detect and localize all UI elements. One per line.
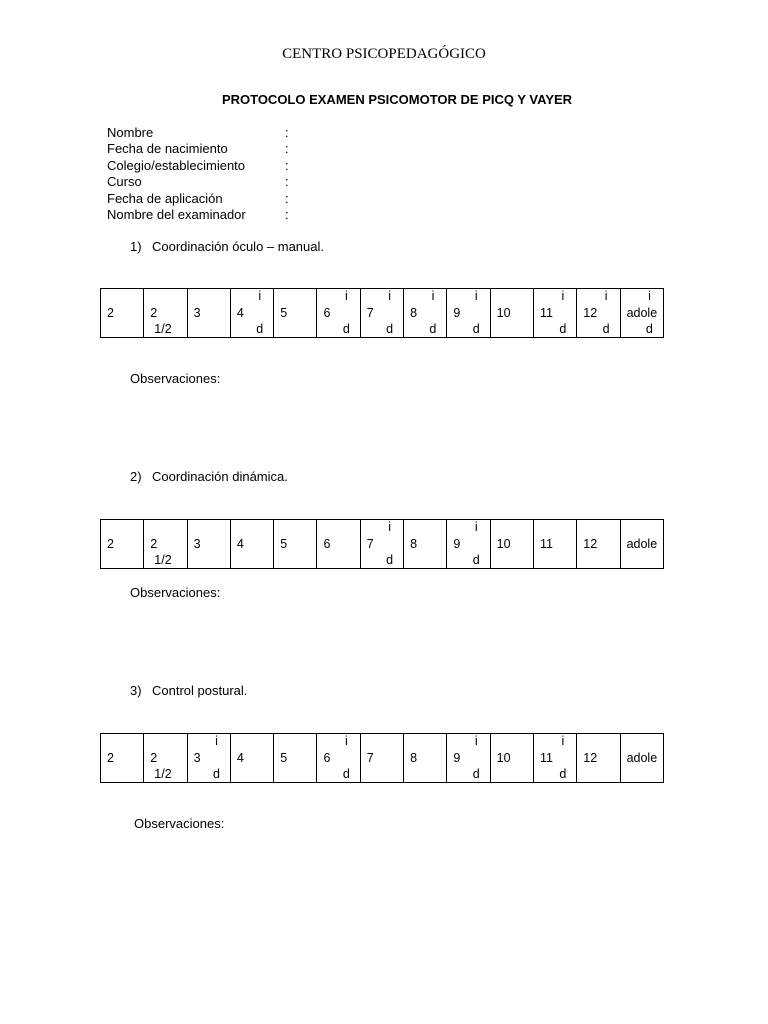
age-label: 5 <box>280 306 288 320</box>
age-label: 9 <box>453 306 461 320</box>
right-side-mark: d <box>386 553 394 567</box>
age-cell <box>230 289 273 338</box>
age-cell <box>447 734 490 783</box>
section-heading-2 <box>130 469 288 484</box>
right-side-mark: d <box>342 767 350 781</box>
left-side-mark: i <box>388 520 392 534</box>
left-side-mark: i <box>345 289 348 303</box>
right-side-mark: d <box>559 767 567 781</box>
age-cell <box>447 289 490 338</box>
age-cell <box>101 520 144 569</box>
left-side-mark: i <box>474 289 478 303</box>
left-side-mark: i <box>474 734 478 748</box>
age-cell <box>187 520 230 569</box>
field-label: Fecha de nacimiento <box>107 141 228 157</box>
right-side-mark: d <box>472 553 480 567</box>
age-cell <box>360 734 403 783</box>
right-side-mark: d <box>472 322 480 336</box>
age-cell <box>274 289 317 338</box>
age-label: 2 <box>150 306 158 320</box>
right-side-mark: d <box>645 322 653 336</box>
section-number: 3) <box>130 683 142 698</box>
field-label: Nombre del examinador <box>107 206 246 222</box>
age-cell <box>490 520 533 569</box>
field-label: Curso <box>107 174 142 190</box>
field-colon: : <box>285 141 289 157</box>
age-label: 5 <box>280 537 288 551</box>
age-cell <box>620 520 663 569</box>
age-label: 2 <box>150 751 158 765</box>
observations-label-3: Observaciones: <box>134 816 225 831</box>
center-title: CENTRO PSICOPEDAGÓGICO <box>282 46 486 62</box>
age-label: 10 <box>496 306 511 320</box>
age-label: 11 <box>539 537 553 551</box>
left-side-mark: i <box>431 289 435 303</box>
left-side-mark: i <box>561 734 565 748</box>
age-cell <box>447 520 490 569</box>
age-label: 12 <box>583 751 598 765</box>
age-label: 8 <box>410 751 418 765</box>
age-label: 9 <box>453 537 461 551</box>
right-side-mark: d <box>559 322 567 336</box>
age-cell <box>230 734 273 783</box>
left-side-mark: i <box>648 289 651 303</box>
age-cell <box>274 520 317 569</box>
right-side-mark: d <box>602 322 610 336</box>
field-colon: : <box>285 206 289 222</box>
age-label: 3 <box>193 751 201 765</box>
score-table-2 <box>100 519 664 569</box>
age-label: 4 <box>236 306 244 320</box>
right-side-mark: d <box>386 322 394 336</box>
section-heading-3 <box>130 683 247 698</box>
age-cell <box>490 734 533 783</box>
field-colon: : <box>285 190 289 206</box>
section-title: Control postural. <box>152 683 248 698</box>
left-side-mark: i <box>215 734 218 748</box>
field-colon: : <box>285 157 289 173</box>
age-label: 3 <box>193 537 201 551</box>
age-label: 8 <box>410 306 418 320</box>
age-label: 2 <box>107 306 114 320</box>
right-side-mark: d <box>472 767 480 781</box>
age-label: 4 <box>236 537 244 551</box>
age-cell <box>101 289 144 338</box>
age-label: 7 <box>366 537 374 551</box>
field-colon: : <box>285 125 289 140</box>
age-cell <box>533 520 576 569</box>
age-label: 11 <box>539 751 553 765</box>
age-cell <box>620 734 663 783</box>
field-label: Colegio/establecimiento <box>107 157 246 173</box>
age-label: 9 <box>453 751 461 765</box>
right-side-mark: d <box>429 322 437 336</box>
age-cell <box>490 289 533 338</box>
left-side-mark: i <box>258 289 262 303</box>
age-cell <box>404 734 447 783</box>
score-table-3 <box>100 733 664 783</box>
age-cell <box>577 289 620 338</box>
age-fraction: 1/2 <box>154 322 172 336</box>
right-side-mark: d <box>256 322 264 336</box>
age-label: adole <box>626 537 658 551</box>
age-label: adole <box>626 751 658 765</box>
section-title: Coordinación dinámica. <box>152 469 288 484</box>
age-cell <box>187 734 230 783</box>
section-number: 1) <box>130 239 142 254</box>
field-colon: : <box>285 174 289 190</box>
age-cell <box>274 734 317 783</box>
age-cell <box>360 289 403 338</box>
age-cell <box>317 734 360 783</box>
age-label: 4 <box>236 751 244 765</box>
section-number: 2) <box>130 469 142 484</box>
right-side-mark: d <box>342 322 350 336</box>
age-cell <box>144 520 187 569</box>
age-cell <box>404 289 447 338</box>
observations-label-2: Observaciones: <box>130 585 221 600</box>
age-cell <box>144 734 187 783</box>
age-label: 6 <box>323 537 331 551</box>
age-cell <box>317 289 360 338</box>
age-cell <box>187 289 230 338</box>
section-heading-1 <box>130 239 324 254</box>
age-label: 7 <box>366 751 374 765</box>
age-label: 5 <box>280 751 288 765</box>
age-label: adole <box>626 306 658 320</box>
right-side-mark: d <box>212 767 220 781</box>
age-label: 12 <box>583 537 598 551</box>
age-label: 10 <box>496 751 511 765</box>
age-label: 8 <box>410 537 418 551</box>
age-label: 11 <box>539 306 553 320</box>
age-cell <box>620 289 663 338</box>
age-label: 12 <box>583 306 598 320</box>
age-cell <box>144 289 187 338</box>
age-cell <box>404 520 447 569</box>
age-cell <box>101 734 144 783</box>
observations-label-1: Observaciones: <box>130 371 221 386</box>
age-label: 2 <box>150 537 158 551</box>
age-cell <box>533 289 576 338</box>
age-label: 2 <box>107 751 114 765</box>
age-fraction: 1/2 <box>154 767 172 781</box>
left-side-mark: i <box>561 289 565 303</box>
left-side-mark: i <box>345 734 348 748</box>
age-cell <box>577 520 620 569</box>
age-label: 6 <box>323 306 331 320</box>
left-side-mark: i <box>388 289 392 303</box>
age-label: 2 <box>107 537 114 551</box>
age-cell <box>230 520 273 569</box>
age-label: 6 <box>323 751 331 765</box>
left-side-mark: i <box>604 289 608 303</box>
field-label: Fecha de aplicación <box>107 190 223 206</box>
score-table-1 <box>100 288 664 338</box>
age-cell <box>360 520 403 569</box>
section-title: Coordinación óculo – manual. <box>152 239 324 254</box>
age-cell <box>577 734 620 783</box>
age-cell <box>533 734 576 783</box>
age-label: 3 <box>193 306 201 320</box>
age-fraction: 1/2 <box>154 553 172 567</box>
age-label: 7 <box>366 306 374 320</box>
age-cell <box>317 520 360 569</box>
protocol-title: PROTOCOLO EXAMEN PSICOMOTOR DE PICQ Y VAYER <box>221 92 573 107</box>
age-label: 10 <box>496 537 511 551</box>
left-side-mark: i <box>474 520 478 534</box>
field-label: Nombre <box>107 125 154 140</box>
